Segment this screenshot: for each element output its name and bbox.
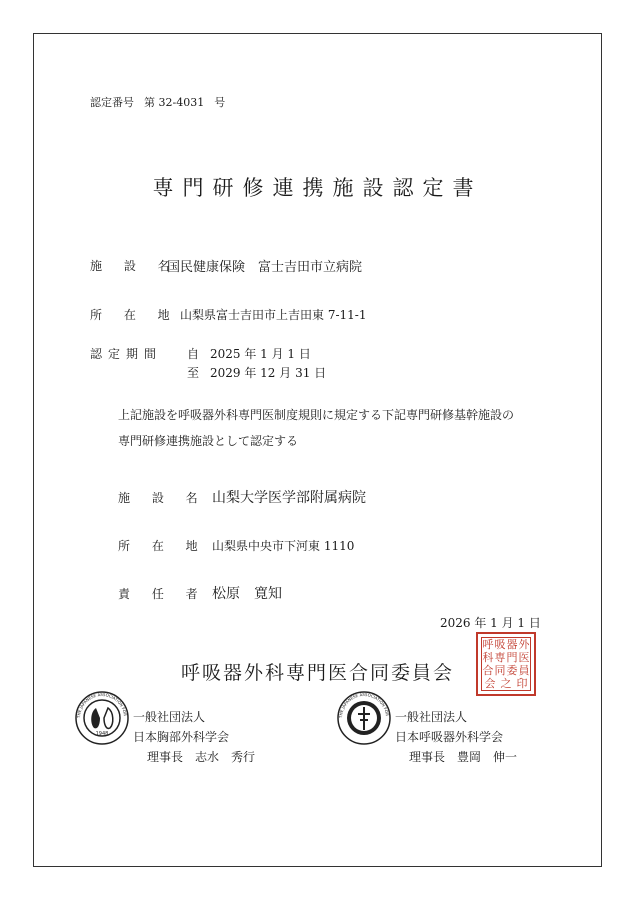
org-right-type: 一般社団法人 <box>395 710 468 724</box>
facility-address: 山梨県富士吉田市上吉田東 7-11-1 <box>180 308 367 322</box>
period-to: 2029 年 12 月 31 日 <box>210 366 327 380</box>
org-left-role: 理事長 <box>147 750 184 764</box>
seal-char: 外 <box>518 638 530 651</box>
org-right-name: 日本呼吸器外科学会 <box>395 730 504 744</box>
certificate-number-value: 第 32-4031 <box>144 96 205 109</box>
seal-char: 医 <box>518 651 530 664</box>
committee-name: 呼吸器外科専門医合同委員会 <box>180 662 454 684</box>
certificate-number-suffix: 号 <box>214 96 226 109</box>
seal-char: 専 <box>494 651 506 664</box>
statement-line-1: 上記施設を呼吸器外科専門医制度規則に規定する下記専門研修基幹施設の <box>118 408 515 422</box>
issue-date: 2026 年 1 月 1 日 <box>440 616 541 630</box>
base-facility-name-label: 施 設 名 <box>118 491 207 505</box>
org-left <box>133 707 255 767</box>
jacs-logo-icon <box>336 690 392 746</box>
statement-line-2: 専門研修連携施設として認定する <box>118 434 299 448</box>
org-left-type: 一般社団法人 <box>133 710 206 724</box>
facility-address-label: 所 在 地 <box>90 308 179 322</box>
base-facility-address: 山梨県中央市下河東 1110 <box>212 539 355 553</box>
jacs-logo-text: THE JAPANESE ASSOCIATION FOR <box>337 691 390 719</box>
org-right-role: 理事長 <box>409 750 446 764</box>
seal-char: 合 <box>482 664 494 677</box>
jats-logo-icon <box>74 690 130 746</box>
org-left-person: 志水 秀行 <box>195 750 256 764</box>
facility-name-label: 施 設 名 <box>90 259 179 273</box>
certificate-title: 専門研修連携施設認定書 <box>152 176 483 200</box>
seal-char: 委 <box>506 664 518 677</box>
seal-char: 門 <box>506 651 518 664</box>
seal-char: 之 <box>500 677 512 690</box>
certificate-number <box>90 94 225 110</box>
org-left-name: 日本胸部外科学会 <box>133 730 230 744</box>
period-from: 2025 年 1 月 1 日 <box>210 347 311 361</box>
seal-char: 印 <box>516 677 528 690</box>
responsible-label: 責 任 者 <box>118 587 207 601</box>
seal-char: 同 <box>494 664 506 677</box>
period-label: 認定期間 <box>90 347 163 361</box>
period-from-prefix: 自 <box>187 347 200 361</box>
org-right-person: 豊岡 伸一 <box>457 750 518 764</box>
seal-text <box>478 634 534 694</box>
responsible-person: 松原 寛知 <box>212 586 282 602</box>
jats-logo-text: THE JAPANESE ASSOCIATION FOR <box>75 691 128 719</box>
base-facility-name: 山梨大学医学部附属病院 <box>212 490 366 506</box>
org-right-signatory <box>395 747 517 767</box>
certificate-number-label: 認定番号 <box>90 96 134 109</box>
base-facility-address-label: 所 在 地 <box>118 539 207 553</box>
seal-char: 呼 <box>482 638 494 651</box>
org-right <box>395 707 517 767</box>
seal-char: 員 <box>518 664 530 677</box>
committee-seal <box>476 632 536 696</box>
org-left-signatory <box>133 747 255 767</box>
jats-logo-year: 1948 <box>95 731 109 737</box>
seal-char: 科 <box>482 651 494 664</box>
seal-char: 器 <box>506 638 518 651</box>
period-to-prefix: 至 <box>187 366 200 380</box>
seal-char: 会 <box>484 677 496 690</box>
seal-char: 吸 <box>494 638 506 651</box>
facility-name: 国民健康保険 富士吉田市立病院 <box>167 260 363 275</box>
